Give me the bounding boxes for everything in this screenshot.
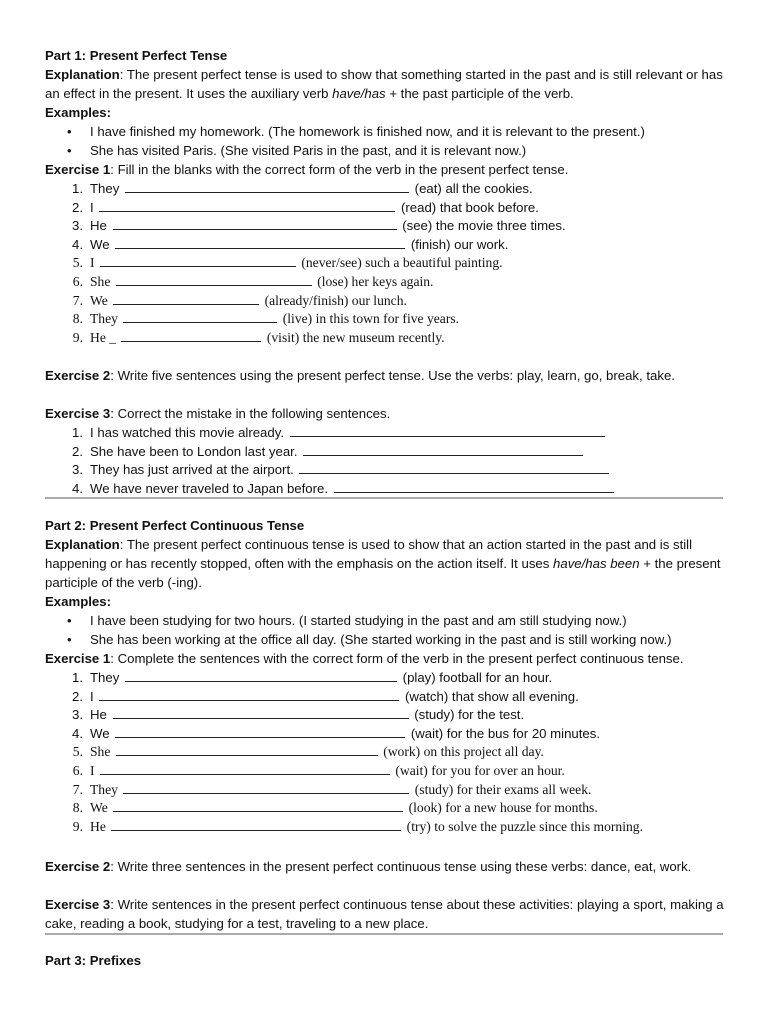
item-number: 3.: [72, 462, 83, 478]
part1-explanation-text-b: + the past participle of the verb.: [385, 86, 574, 101]
verb-hint: (watch) that show all evening.: [405, 688, 579, 704]
list-item: [45, 687, 725, 706]
answer-blank[interactable]: [123, 781, 409, 794]
item-number: 6.: [72, 273, 83, 289]
verb-hint: (see) the movie three times.: [402, 218, 566, 234]
part2-examples-label: Examples:: [45, 594, 111, 609]
list-item: • I have been studying for two hours. (I started studying in the past and am still studying now.): [45, 611, 725, 630]
item-subject: I: [90, 762, 95, 778]
part1-ex1-label: Exercise 1: [45, 162, 111, 177]
list-item: [45, 235, 725, 254]
list-item: [45, 216, 725, 235]
item-number: 9.: [72, 818, 83, 834]
item-number: 4.: [72, 725, 83, 741]
part1-ex1-prompt: [45, 160, 725, 179]
part2-ex1-label: Exercise 1: [45, 651, 111, 666]
answer-blank[interactable]: [121, 329, 261, 342]
item-sentence: We have never traveled to Japan before.: [90, 480, 329, 496]
verb-hint: (read) that book before.: [401, 199, 539, 215]
answer-blank[interactable]: [115, 236, 405, 249]
list-item: [45, 817, 725, 836]
part1-title: Part 1: Present Perfect Tense: [45, 48, 228, 63]
answer-blank[interactable]: [123, 310, 277, 323]
item-number: 5.: [72, 744, 83, 760]
answer-blank[interactable]: [113, 799, 403, 812]
item-subject: We: [90, 725, 110, 741]
part2-ex3-label: Exercise 3: [45, 897, 111, 912]
list-item: [45, 780, 725, 799]
answer-blank[interactable]: [290, 424, 605, 437]
item-subject: I: [90, 255, 95, 271]
answer-blank[interactable]: [113, 217, 397, 230]
item-subject: We: [90, 236, 110, 252]
verb-hint: (study) for their exams all week.: [414, 781, 592, 797]
item-subject: He: [90, 218, 107, 234]
item-subject: They: [90, 781, 118, 797]
list-item: • She has visited Paris. (She visited Paris in the past, and it is relevant now.): [45, 141, 725, 160]
part2-ex3: [45, 895, 725, 933]
item-number: 8.: [72, 800, 83, 816]
list-item: [45, 179, 725, 198]
list-item: [45, 198, 725, 217]
answer-blank[interactable]: [99, 688, 399, 701]
part2-ex1-list: [45, 668, 725, 835]
item-number: 7.: [72, 292, 83, 308]
answer-blank[interactable]: [100, 254, 296, 267]
item-subject: She: [90, 744, 111, 760]
part1-examples-label: Examples:: [45, 105, 111, 120]
part1-explanation-label: Explanation: [45, 67, 120, 82]
answer-blank[interactable]: [125, 180, 409, 193]
verb-hint: (never/see) such a beautiful painting.: [301, 255, 503, 271]
list-item: [45, 272, 725, 291]
answer-blank[interactable]: [113, 292, 259, 305]
answer-blank[interactable]: [303, 443, 583, 456]
part2-title: Part 2: Present Perfect Continuous Tense: [45, 518, 305, 533]
part2-section: [45, 516, 725, 835]
verb-hint: (eat) all the cookies.: [414, 181, 533, 196]
item-number: 3.: [72, 218, 83, 234]
item-number: 2.: [72, 199, 83, 215]
part1-examples-list: [45, 122, 725, 160]
verb-hint: (try) to solve the puzzle since this morning.: [406, 818, 643, 834]
part1-section: [45, 46, 725, 346]
verb-hint: (visit) the new museum recently.: [266, 329, 445, 345]
item-subject: He: [90, 818, 106, 834]
item-subject: They: [90, 181, 120, 196]
part1-ex3: [45, 404, 725, 497]
section-divider: [45, 933, 723, 935]
verb-hint: (wait) for the bus for 20 minutes.: [410, 725, 600, 741]
verb-hint: (already/finish) our lunch.: [264, 292, 407, 308]
part1-ex1-list: [45, 179, 725, 346]
item-number: 4.: [72, 236, 83, 252]
item-number: 6.: [72, 762, 83, 778]
part1-ex2-label: Exercise 2: [45, 368, 111, 383]
list-item: [45, 742, 725, 761]
answer-blank[interactable]: [116, 273, 312, 286]
part1-ex3-label: Exercise 3: [45, 406, 111, 421]
part1-ex2: [45, 366, 725, 385]
part1-explanation-text-a: : The present perfect tense is used to show that something started in the past and is still relevant or has an effect in the present. It uses the auxiliary verb: [45, 67, 723, 101]
item-number: 2.: [72, 688, 83, 704]
list-item: [45, 761, 725, 780]
verb-hint: (live) in this town for five years.: [282, 311, 460, 327]
list-item: [45, 291, 725, 310]
item-subject: He: [90, 707, 107, 723]
answer-blank[interactable]: [113, 706, 409, 719]
verb-hint: (wait) for you for over an hour.: [395, 762, 565, 778]
item-sentence: She have been to London last year.: [90, 443, 298, 459]
item-number: 4.: [72, 480, 83, 496]
item-subject: They: [90, 311, 118, 327]
part1-ex3-list: [45, 423, 725, 497]
list-item: [45, 253, 725, 272]
part2-explanation: [45, 535, 725, 592]
item-subject: They: [90, 670, 120, 685]
part1-ex2-text: : Write five sentences using the present perfect tense. Use the verbs: play, learn, go, break, take.: [110, 368, 675, 383]
list-item: [45, 668, 725, 687]
item-sentence: I has watched this movie already.: [90, 425, 284, 440]
list-item: [45, 479, 725, 498]
part2-ex2-text: : Write three sentences in the present perfect continuous tense using these verbs: dance, eat, work.: [110, 859, 692, 874]
answer-blank[interactable]: [299, 461, 609, 474]
list-item: [45, 423, 725, 442]
item-number: 1.: [72, 425, 83, 440]
part3-section: [45, 951, 725, 970]
part2-explanation-label: Explanation: [45, 537, 120, 552]
verb-hint: (look) for a new house for months.: [408, 800, 598, 816]
item-number: 7.: [72, 781, 83, 797]
verb-hint: (work) on this project all day.: [383, 744, 544, 760]
list-item: [45, 309, 725, 328]
item-number: 5.: [72, 255, 83, 271]
answer-blank[interactable]: [334, 480, 614, 493]
answer-blank[interactable]: [116, 743, 378, 756]
answer-blank[interactable]: [100, 762, 390, 775]
list-item: [45, 798, 725, 817]
part2-explanation-italic: have/has been: [553, 556, 640, 571]
part2-examples-list: [45, 611, 725, 649]
part2-ex2: [45, 857, 725, 876]
item-subject: He _: [90, 329, 117, 345]
item-subject: We: [90, 800, 108, 816]
item-subject: I: [90, 688, 94, 704]
item-number: 1.: [72, 181, 83, 196]
list-item: [45, 442, 725, 461]
verb-hint: (play) football for an hour.: [402, 670, 553, 685]
verb-hint: (lose) her keys again.: [317, 273, 434, 289]
part1-ex1-text: : Fill in the blanks with the correct form of the verb in the present perfect tense.: [110, 162, 569, 177]
part2-ex1-prompt: [45, 649, 725, 668]
answer-blank[interactable]: [115, 725, 405, 738]
part3-title: Part 3: Prefixes: [45, 953, 142, 968]
item-subject: She: [90, 273, 111, 289]
item-number: 3.: [72, 707, 83, 723]
verb-hint: (study) for the test.: [414, 707, 525, 723]
part2-ex3-text: : Write sentences in the present perfect continuous tense about these activities: playing a sport, making a cake, reading a book, studying for a test, traveling to a new place.: [45, 897, 724, 931]
item-number: 9.: [72, 329, 83, 345]
item-sentence: They has just arrived at the airport.: [90, 462, 294, 478]
list-item: [45, 724, 725, 743]
item-number: 8.: [72, 311, 83, 327]
answer-blank[interactable]: [125, 669, 397, 682]
part2-explanation-text-a: : The present perfect continuous tense is used to show that an action started in the past and is still happening or has recently stopped, often with the emphasis on the action itself. It uses: [45, 537, 693, 571]
part1-explanation-italic: have/has: [332, 86, 386, 101]
list-item: [45, 460, 725, 479]
list-item: • She has been working at the office all day. (She started working in the past and is still working now.): [45, 630, 725, 649]
section-divider: [45, 497, 723, 499]
answer-blank[interactable]: [99, 199, 395, 212]
part1-explanation: [45, 65, 725, 103]
verb-hint: (finish) our work.: [410, 236, 509, 252]
item-number: 2.: [72, 443, 83, 459]
answer-blank[interactable]: [111, 818, 401, 831]
part2-ex1-text: : Complete the sentences with the correct form of the verb in the present perfect continuous tense.: [110, 651, 684, 666]
item-subject: I: [90, 199, 94, 215]
list-item: [45, 705, 725, 724]
part2-ex2-label: Exercise 2: [45, 859, 111, 874]
list-item: • I have finished my homework. (The homework is finished now, and it is relevant to the present.): [45, 122, 725, 141]
part2-explanation-text-b: + the present participle of the verb (-ing).: [45, 556, 721, 590]
item-subject: We: [90, 292, 108, 308]
list-item: [45, 328, 725, 347]
part1-ex3-text: : Correct the mistake in the following sentences.: [110, 406, 391, 421]
item-number: 1.: [72, 670, 83, 685]
